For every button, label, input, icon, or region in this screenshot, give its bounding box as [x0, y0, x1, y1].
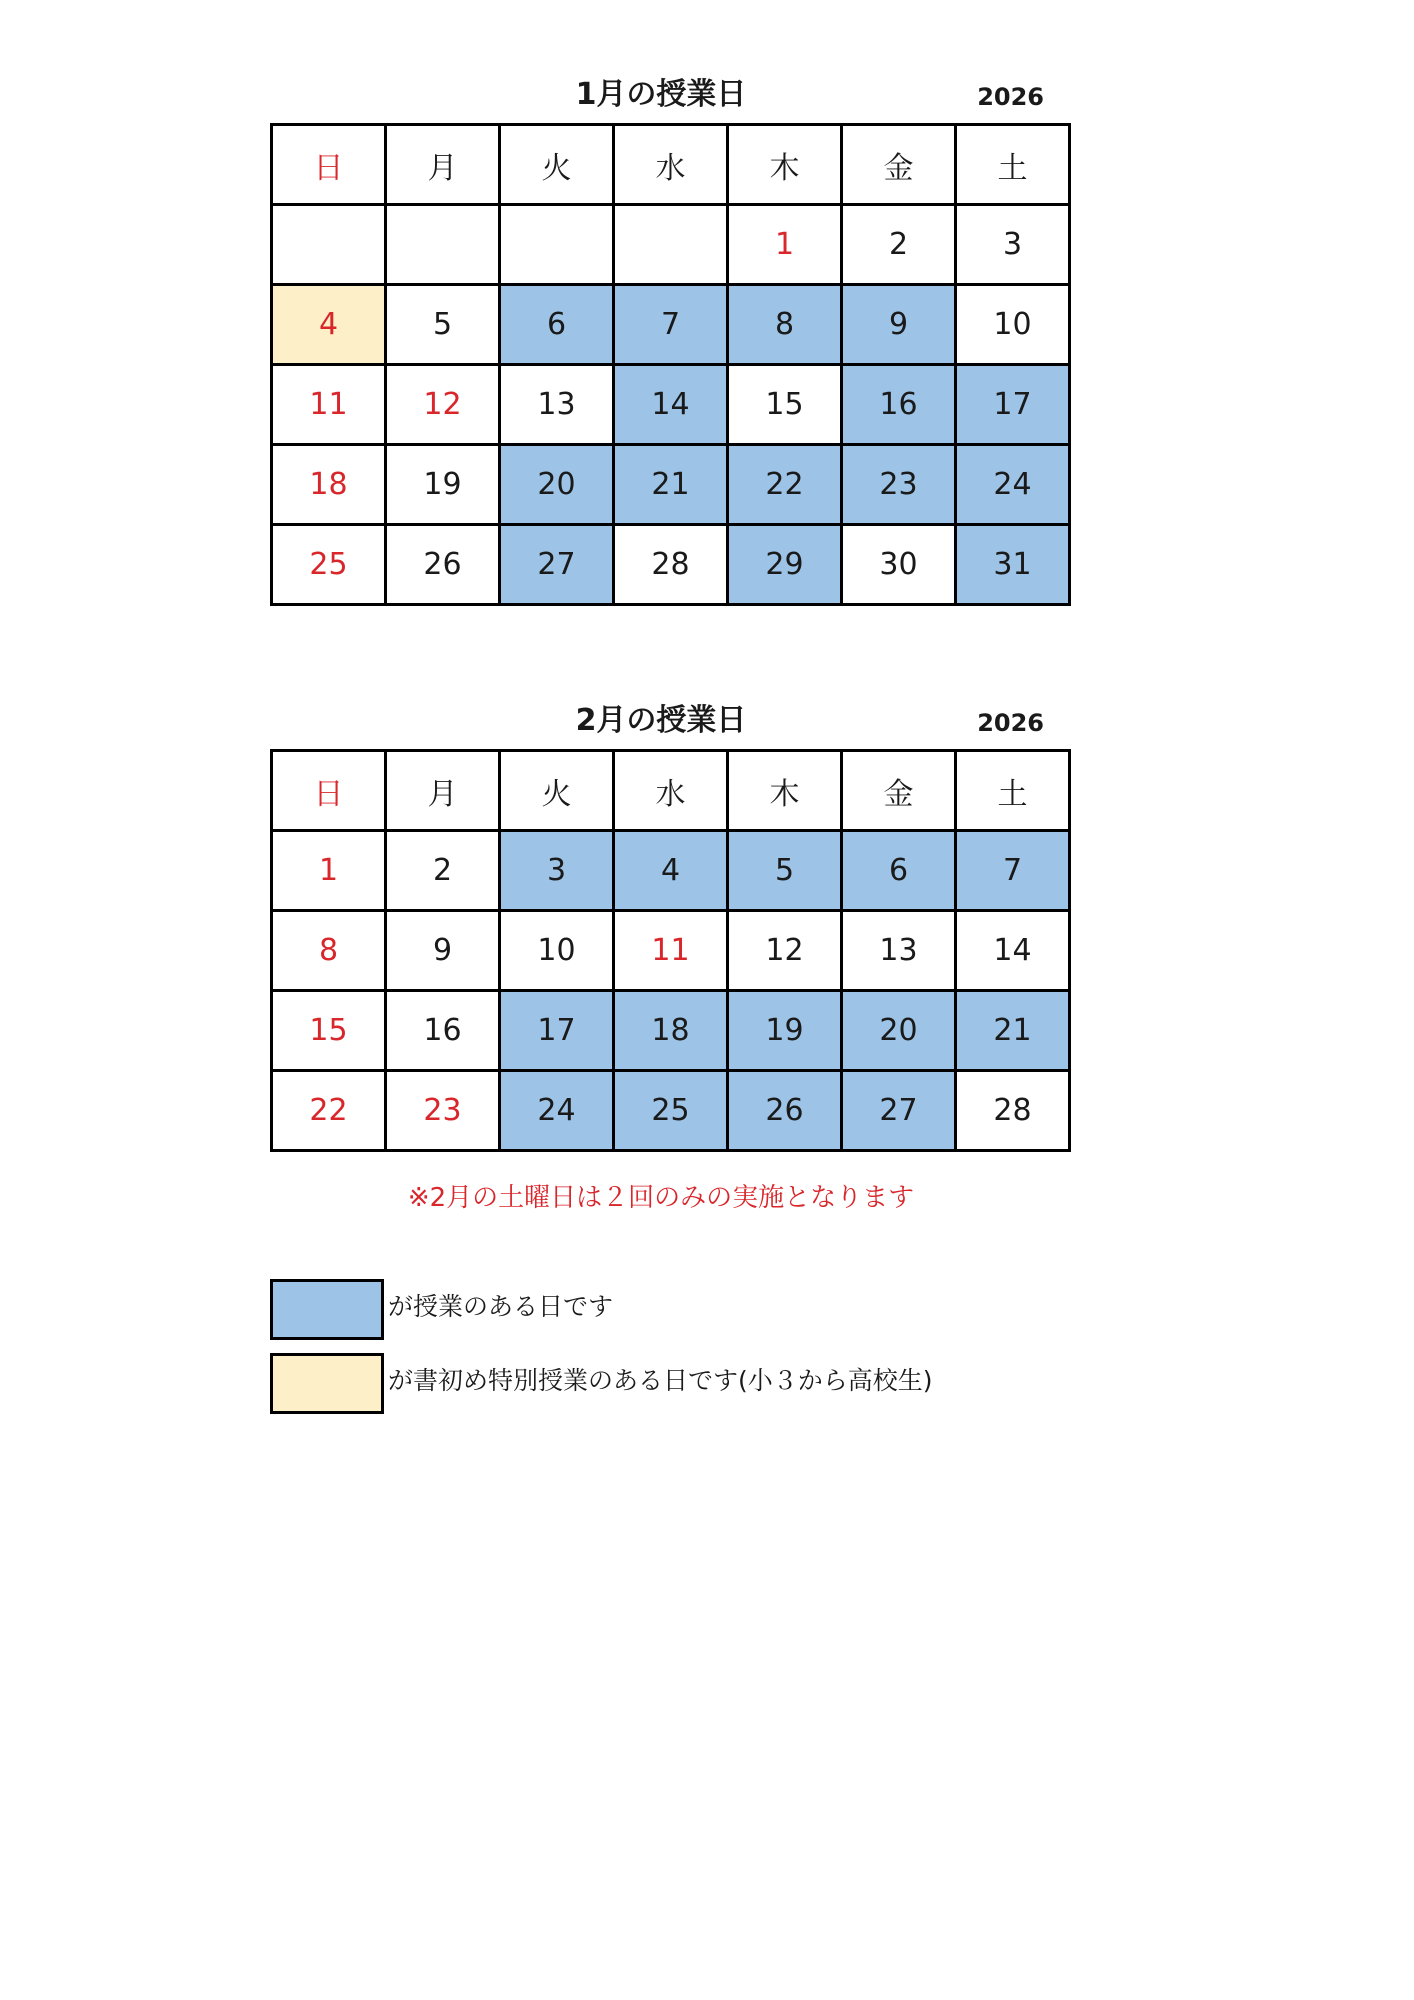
day-cell: 5	[386, 285, 500, 365]
day-cell: 6	[500, 285, 614, 365]
empty-day-cell	[272, 205, 386, 285]
day-cell: 5	[728, 831, 842, 911]
day-cell: 3	[500, 831, 614, 911]
week-row	[272, 205, 1070, 285]
day-cell: 12	[728, 911, 842, 991]
day-cell: 4	[272, 285, 386, 365]
day-cell: 22	[272, 1071, 386, 1151]
day-cell: 1	[728, 205, 842, 285]
day-cell: 17	[500, 991, 614, 1071]
day-cell: 14	[956, 911, 1070, 991]
day-cell: 4	[614, 831, 728, 911]
day-cell: 20	[842, 991, 956, 1071]
january-calendar	[270, 123, 1071, 606]
weekday-header-cell: 水	[614, 125, 728, 205]
february-calendar	[270, 749, 1071, 1152]
day-cell: 26	[386, 525, 500, 605]
weekday-header-cell: 日	[272, 125, 386, 205]
january-year: 2026	[977, 83, 1044, 111]
day-cell: 9	[842, 285, 956, 365]
february-header	[270, 701, 1052, 741]
weekday-header-cell: 水	[614, 751, 728, 831]
weekday-header-cell: 土	[956, 751, 1070, 831]
day-cell: 18	[614, 991, 728, 1071]
weekday-header-row	[272, 751, 1070, 831]
legend-swatch-special-day	[270, 1353, 384, 1414]
legend-swatch-class-day	[270, 1279, 384, 1340]
weekday-header-cell: 月	[386, 751, 500, 831]
weekday-header-cell: 木	[728, 751, 842, 831]
day-cell: 8	[272, 911, 386, 991]
day-cell: 23	[842, 445, 956, 525]
day-cell: 6	[842, 831, 956, 911]
day-cell: 31	[956, 525, 1070, 605]
january-title: 1月の授業日	[575, 77, 747, 112]
day-cell: 11	[614, 911, 728, 991]
day-cell: 11	[272, 365, 386, 445]
weekday-header-cell: 金	[842, 751, 956, 831]
day-cell: 25	[272, 525, 386, 605]
empty-day-cell	[614, 205, 728, 285]
february-year: 2026	[977, 709, 1044, 737]
day-cell: 30	[842, 525, 956, 605]
day-cell: 10	[500, 911, 614, 991]
day-cell: 16	[842, 365, 956, 445]
day-cell: 24	[500, 1071, 614, 1151]
legend-text-class-day: が授業のある日です	[388, 1292, 614, 1321]
weekday-header-cell: 日	[272, 751, 386, 831]
day-cell: 25	[614, 1071, 728, 1151]
weekday-header-cell: 月	[386, 125, 500, 205]
day-cell: 13	[500, 365, 614, 445]
saturday-note: ※2月の土曜日は２回のみの実施となります	[407, 1183, 915, 1213]
day-cell: 2	[386, 831, 500, 911]
day-cell: 15	[728, 365, 842, 445]
day-cell: 8	[728, 285, 842, 365]
day-cell: 10	[956, 285, 1070, 365]
weekday-header-cell: 土	[956, 125, 1070, 205]
day-cell: 23	[386, 1071, 500, 1151]
january-header	[270, 75, 1052, 115]
day-cell: 21	[614, 445, 728, 525]
weekday-header-cell: 火	[500, 125, 614, 205]
week-row	[272, 445, 1070, 525]
weekday-header-cell: 金	[842, 125, 956, 205]
day-cell: 13	[842, 911, 956, 991]
day-cell: 22	[728, 445, 842, 525]
empty-day-cell	[386, 205, 500, 285]
day-cell: 14	[614, 365, 728, 445]
day-cell: 19	[728, 991, 842, 1071]
day-cell: 15	[272, 991, 386, 1071]
day-cell: 19	[386, 445, 500, 525]
day-cell: 21	[956, 991, 1070, 1071]
day-cell: 9	[386, 911, 500, 991]
day-cell: 28	[956, 1071, 1070, 1151]
day-cell: 12	[386, 365, 500, 445]
week-row	[272, 285, 1070, 365]
empty-day-cell	[500, 205, 614, 285]
day-cell: 1	[272, 831, 386, 911]
week-row	[272, 991, 1070, 1071]
day-cell: 26	[728, 1071, 842, 1151]
legend-text-special-day: が書初め特別授業のある日です(小３から高校生)	[388, 1366, 933, 1395]
day-cell: 17	[956, 365, 1070, 445]
day-cell: 28	[614, 525, 728, 605]
week-row	[272, 1071, 1070, 1151]
week-row	[272, 525, 1070, 605]
week-row	[272, 911, 1070, 991]
day-cell: 20	[500, 445, 614, 525]
week-row	[272, 365, 1070, 445]
weekday-header-row	[272, 125, 1070, 205]
february-title: 2月の授業日	[575, 703, 747, 738]
day-cell: 24	[956, 445, 1070, 525]
day-cell: 16	[386, 991, 500, 1071]
weekday-header-cell: 火	[500, 751, 614, 831]
day-cell: 27	[500, 525, 614, 605]
week-row	[272, 831, 1070, 911]
day-cell: 29	[728, 525, 842, 605]
day-cell: 7	[956, 831, 1070, 911]
day-cell: 18	[272, 445, 386, 525]
day-cell: 7	[614, 285, 728, 365]
day-cell: 2	[842, 205, 956, 285]
day-cell: 3	[956, 205, 1070, 285]
day-cell: 27	[842, 1071, 956, 1151]
weekday-header-cell: 木	[728, 125, 842, 205]
